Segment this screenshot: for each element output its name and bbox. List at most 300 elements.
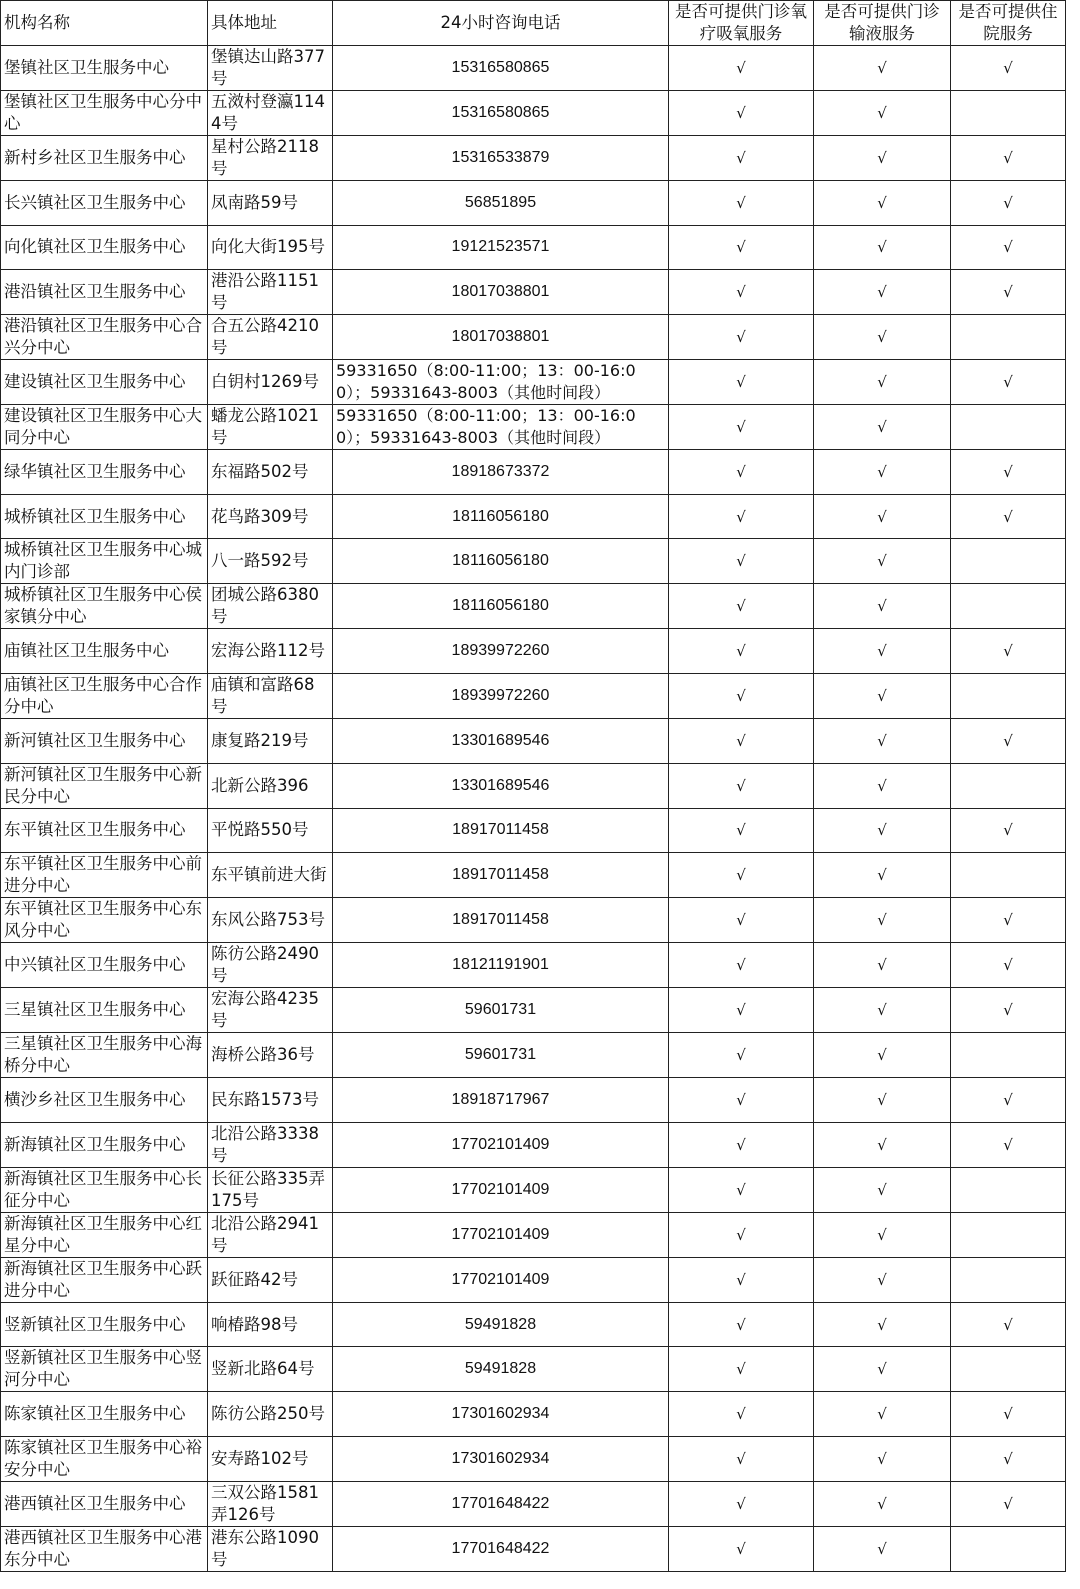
check-mark-icon: √ xyxy=(736,1001,746,1020)
institution-address: 蟠龙公路1021号 xyxy=(208,405,333,450)
table-row xyxy=(1,360,1066,405)
oxygen-service-cell xyxy=(669,225,814,270)
institution-address: 海桥公路36号 xyxy=(208,1033,333,1078)
table-row xyxy=(1,315,1066,360)
institution-address: 星村公路2118号 xyxy=(208,136,333,181)
check-mark-icon: √ xyxy=(736,552,746,571)
infusion-service-cell xyxy=(814,1436,951,1481)
table-row xyxy=(1,225,1066,270)
check-mark-icon: √ xyxy=(877,507,887,526)
consult-phone: 13301689546 xyxy=(333,763,669,808)
consult-phone: 18918717967 xyxy=(333,1078,669,1123)
inpatient-service-cell xyxy=(951,988,1066,1033)
table-row xyxy=(1,91,1066,136)
check-mark-icon: √ xyxy=(736,1360,746,1379)
oxygen-service-cell xyxy=(669,1033,814,1078)
infusion-service-cell xyxy=(814,898,951,943)
check-mark-icon: √ xyxy=(736,1315,746,1334)
consult-phone: 17301602934 xyxy=(333,1392,669,1437)
oxygen-service-cell xyxy=(669,405,814,450)
check-mark-icon: √ xyxy=(736,238,746,257)
check-mark-icon: √ xyxy=(1003,642,1013,661)
institution-address: 北沿公路3338号 xyxy=(208,1122,333,1167)
check-mark-icon: √ xyxy=(877,956,887,975)
check-mark-icon: √ xyxy=(736,911,746,930)
consult-phone: 17702101409 xyxy=(333,1167,669,1212)
check-mark-icon: √ xyxy=(736,1046,746,1065)
check-mark-icon: √ xyxy=(736,1270,746,1289)
oxygen-service-cell xyxy=(669,808,814,853)
infusion-service-cell xyxy=(814,718,951,763)
check-mark-icon: √ xyxy=(1003,59,1013,77)
institution-address: 三双公路1581弄126号 xyxy=(208,1481,333,1526)
consult-phone: 17702101409 xyxy=(333,1212,669,1257)
table-row xyxy=(1,405,1066,450)
check-mark-icon: √ xyxy=(736,59,746,77)
table-row xyxy=(1,1481,1066,1526)
infusion-service-cell xyxy=(814,1347,951,1392)
table-row xyxy=(1,673,1066,718)
consult-phone: 59331650（8:00-11:00；13：00-16:00）；59331643-8003（其他时间段） xyxy=(333,360,669,405)
check-mark-icon: √ xyxy=(877,1539,887,1558)
table-row xyxy=(1,943,1066,988)
institution-address: 竖新北路64号 xyxy=(208,1347,333,1392)
table-row xyxy=(1,1347,1066,1392)
institution-name: 陈家镇社区卫生服务中心裕安分中心 xyxy=(1,1436,208,1481)
institution-name: 竖新镇社区卫生服务中心 xyxy=(1,1302,208,1347)
consult-phone: 18017038801 xyxy=(333,270,669,315)
table-row xyxy=(1,763,1066,808)
check-mark-icon: √ xyxy=(1003,283,1013,302)
check-mark-icon: √ xyxy=(736,1405,746,1424)
check-mark-icon: √ xyxy=(877,821,887,840)
inpatient-service-cell xyxy=(951,943,1066,988)
consult-phone: 17702101409 xyxy=(333,1122,669,1167)
oxygen-service-cell xyxy=(669,1212,814,1257)
institution-name: 新海镇社区卫生服务中心红星分中心 xyxy=(1,1212,208,1257)
infusion-service-cell xyxy=(814,853,951,898)
infusion-service-cell xyxy=(814,1257,951,1302)
institution-address: 东福路502号 xyxy=(208,450,333,495)
infusion-service-cell xyxy=(814,763,951,808)
table-row xyxy=(1,1436,1066,1481)
institution-address: 港东公路1090号 xyxy=(208,1526,333,1571)
check-mark-icon: √ xyxy=(736,597,746,616)
header-phone: 24小时咨询电话 xyxy=(333,1,669,46)
inpatient-service-cell xyxy=(951,853,1066,898)
consult-phone: 59601731 xyxy=(333,988,669,1033)
check-mark-icon: √ xyxy=(1003,149,1013,167)
infusion-service-cell xyxy=(814,1302,951,1347)
inpatient-service-cell xyxy=(951,1302,1066,1347)
inpatient-service-cell xyxy=(951,1257,1066,1302)
check-mark-icon: √ xyxy=(1003,731,1013,750)
institution-address: 堡镇达山路377号 xyxy=(208,46,333,91)
institution-name: 新村乡社区卫生服务中心 xyxy=(1,136,208,181)
oxygen-service-cell xyxy=(669,1347,814,1392)
table-row xyxy=(1,1392,1066,1437)
table-row xyxy=(1,270,1066,315)
check-mark-icon: √ xyxy=(736,462,746,481)
check-mark-icon: √ xyxy=(877,1001,887,1020)
institution-address: 平悦路550号 xyxy=(208,808,333,853)
check-mark-icon: √ xyxy=(877,1405,887,1424)
institution-name: 庙镇社区卫生服务中心 xyxy=(1,629,208,674)
check-mark-icon: √ xyxy=(736,149,746,167)
check-mark-icon: √ xyxy=(1003,1405,1013,1424)
infusion-service-cell xyxy=(814,1167,951,1212)
infusion-service-cell xyxy=(814,539,951,584)
check-mark-icon: √ xyxy=(736,193,746,212)
check-mark-icon: √ xyxy=(1003,193,1013,212)
institution-name: 城桥镇社区卫生服务中心城内门诊部 xyxy=(1,539,208,584)
table-row xyxy=(1,494,1066,539)
institution-name: 港沿镇社区卫生服务中心合兴分中心 xyxy=(1,315,208,360)
table-row xyxy=(1,808,1066,853)
check-mark-icon: √ xyxy=(736,418,746,437)
check-mark-icon: √ xyxy=(1003,507,1013,526)
oxygen-service-cell xyxy=(669,1302,814,1347)
oxygen-service-cell xyxy=(669,270,814,315)
institution-name: 新海镇社区卫生服务中心 xyxy=(1,1122,208,1167)
institution-address: 合五公路4210号 xyxy=(208,315,333,360)
consult-phone: 18939972260 xyxy=(333,673,669,718)
check-mark-icon: √ xyxy=(877,149,887,167)
institution-address: 东风公路753号 xyxy=(208,898,333,943)
infusion-service-cell xyxy=(814,225,951,270)
inpatient-service-cell xyxy=(951,1167,1066,1212)
header-infusion: 是否可提供门诊输液服务 xyxy=(814,1,951,46)
oxygen-service-cell xyxy=(669,360,814,405)
oxygen-service-cell xyxy=(669,494,814,539)
infusion-service-cell xyxy=(814,494,951,539)
check-mark-icon: √ xyxy=(1003,1001,1013,1020)
infusion-service-cell xyxy=(814,1481,951,1526)
consult-phone: 15316533879 xyxy=(333,136,669,181)
header-row xyxy=(1,1,1066,46)
header-name: 机构名称 xyxy=(1,1,208,46)
institution-name: 建设镇社区卫生服务中心大同分中心 xyxy=(1,405,208,450)
table-row xyxy=(1,988,1066,1033)
check-mark-icon: √ xyxy=(736,1449,746,1468)
inpatient-service-cell xyxy=(951,46,1066,91)
check-mark-icon: √ xyxy=(736,686,746,705)
check-mark-icon: √ xyxy=(736,104,746,122)
institution-name: 港西镇社区卫生服务中心港东分中心 xyxy=(1,1526,208,1571)
institution-name: 绿华镇社区卫生服务中心 xyxy=(1,450,208,495)
inpatient-service-cell xyxy=(951,1347,1066,1392)
check-mark-icon: √ xyxy=(877,59,887,77)
table-row xyxy=(1,1302,1066,1347)
infusion-service-cell xyxy=(814,405,951,450)
infusion-service-cell xyxy=(814,136,951,181)
header-oxygen: 是否可提供门诊氧疗吸氧服务 xyxy=(669,1,814,46)
check-mark-icon: √ xyxy=(1003,821,1013,840)
infusion-service-cell xyxy=(814,360,951,405)
check-mark-icon: √ xyxy=(877,328,887,347)
consult-phone: 17301602934 xyxy=(333,1436,669,1481)
check-mark-icon: √ xyxy=(736,1135,746,1154)
table-row xyxy=(1,584,1066,629)
check-mark-icon: √ xyxy=(1003,1090,1013,1109)
institution-address: 庙镇和富路68号 xyxy=(208,673,333,718)
oxygen-service-cell xyxy=(669,629,814,674)
oxygen-service-cell xyxy=(669,1078,814,1123)
consult-phone: 19121523571 xyxy=(333,225,669,270)
table-row xyxy=(1,718,1066,763)
infusion-service-cell xyxy=(814,808,951,853)
inpatient-service-cell xyxy=(951,91,1066,136)
infusion-service-cell xyxy=(814,943,951,988)
oxygen-service-cell xyxy=(669,943,814,988)
check-mark-icon: √ xyxy=(1003,1315,1013,1334)
consult-phone: 18121191901 xyxy=(333,943,669,988)
inpatient-service-cell xyxy=(951,1212,1066,1257)
oxygen-service-cell xyxy=(669,1257,814,1302)
institution-address: 陈彷公路250号 xyxy=(208,1392,333,1437)
institution-address: 跃征路42号 xyxy=(208,1257,333,1302)
inpatient-service-cell xyxy=(951,1392,1066,1437)
inpatient-service-cell xyxy=(951,1436,1066,1481)
institution-address: 花鸟路309号 xyxy=(208,494,333,539)
check-mark-icon: √ xyxy=(877,1494,887,1513)
consult-phone: 15316580865 xyxy=(333,91,669,136)
infusion-service-cell xyxy=(814,1033,951,1078)
check-mark-icon: √ xyxy=(736,283,746,302)
oxygen-service-cell xyxy=(669,988,814,1033)
institution-address: 白钥村1269号 xyxy=(208,360,333,405)
table-row xyxy=(1,1167,1066,1212)
inpatient-service-cell xyxy=(951,1033,1066,1078)
check-mark-icon: √ xyxy=(877,1360,887,1379)
check-mark-icon: √ xyxy=(877,1225,887,1244)
institution-address: 安寿路102号 xyxy=(208,1436,333,1481)
oxygen-service-cell xyxy=(669,584,814,629)
oxygen-service-cell xyxy=(669,1122,814,1167)
table-row xyxy=(1,898,1066,943)
consult-phone: 18918673372 xyxy=(333,450,669,495)
inpatient-service-cell xyxy=(951,1122,1066,1167)
institution-name: 城桥镇社区卫生服务中心 xyxy=(1,494,208,539)
institution-name: 新海镇社区卫生服务中心跃进分中心 xyxy=(1,1257,208,1302)
inpatient-service-cell xyxy=(951,1078,1066,1123)
check-mark-icon: √ xyxy=(877,686,887,705)
check-mark-icon: √ xyxy=(736,731,746,750)
institution-name: 三星镇社区卫生服务中心海桥分中心 xyxy=(1,1033,208,1078)
inpatient-service-cell xyxy=(951,808,1066,853)
institution-name: 竖新镇社区卫生服务中心竖河分中心 xyxy=(1,1347,208,1392)
consult-phone: 17702101409 xyxy=(333,1257,669,1302)
inpatient-service-cell xyxy=(951,360,1066,405)
infusion-service-cell xyxy=(814,1078,951,1123)
oxygen-service-cell xyxy=(669,1481,814,1526)
check-mark-icon: √ xyxy=(1003,462,1013,481)
check-mark-icon: √ xyxy=(877,1449,887,1468)
check-mark-icon: √ xyxy=(877,462,887,481)
institution-address: 八一路592号 xyxy=(208,539,333,584)
institution-address: 东平镇前进大街 xyxy=(208,853,333,898)
consult-phone: 56851895 xyxy=(333,181,669,226)
oxygen-service-cell xyxy=(669,450,814,495)
check-mark-icon: √ xyxy=(736,507,746,526)
consult-phone: 59601731 xyxy=(333,1033,669,1078)
institution-address: 康复路219号 xyxy=(208,718,333,763)
infusion-service-cell xyxy=(814,1212,951,1257)
check-mark-icon: √ xyxy=(877,418,887,437)
consult-phone: 17701648422 xyxy=(333,1481,669,1526)
consult-phone: 59491828 xyxy=(333,1302,669,1347)
check-mark-icon: √ xyxy=(877,597,887,616)
institution-name: 三星镇社区卫生服务中心 xyxy=(1,988,208,1033)
consult-phone: 18917011458 xyxy=(333,808,669,853)
table-row xyxy=(1,136,1066,181)
check-mark-icon: √ xyxy=(736,1539,746,1558)
inpatient-service-cell xyxy=(951,1481,1066,1526)
table-row xyxy=(1,1078,1066,1123)
consult-phone: 18116056180 xyxy=(333,494,669,539)
table-row xyxy=(1,1526,1066,1571)
institution-address: 长征公路335弄175号 xyxy=(208,1167,333,1212)
institution-name: 中兴镇社区卫生服务中心 xyxy=(1,943,208,988)
institution-name: 堡镇社区卫生服务中心 xyxy=(1,46,208,91)
oxygen-service-cell xyxy=(669,136,814,181)
oxygen-service-cell xyxy=(669,763,814,808)
infusion-service-cell xyxy=(814,1392,951,1437)
institution-name: 新河镇社区卫生服务中心新民分中心 xyxy=(1,763,208,808)
inpatient-service-cell xyxy=(951,1526,1066,1571)
infusion-service-cell xyxy=(814,629,951,674)
check-mark-icon: √ xyxy=(877,552,887,571)
table-row xyxy=(1,1257,1066,1302)
oxygen-service-cell xyxy=(669,898,814,943)
infusion-service-cell xyxy=(814,1122,951,1167)
consult-phone: 18116056180 xyxy=(333,539,669,584)
check-mark-icon: √ xyxy=(877,193,887,212)
institution-address: 团城公路6380号 xyxy=(208,584,333,629)
institution-name: 横沙乡社区卫生服务中心 xyxy=(1,1078,208,1123)
check-mark-icon: √ xyxy=(1003,1494,1013,1513)
check-mark-icon: √ xyxy=(1003,911,1013,930)
check-mark-icon: √ xyxy=(877,104,887,122)
inpatient-service-cell xyxy=(951,584,1066,629)
oxygen-service-cell xyxy=(669,853,814,898)
inpatient-service-cell xyxy=(951,181,1066,226)
check-mark-icon: √ xyxy=(736,328,746,347)
infusion-service-cell xyxy=(814,450,951,495)
infusion-service-cell xyxy=(814,584,951,629)
oxygen-service-cell xyxy=(669,673,814,718)
consult-phone: 17701648422 xyxy=(333,1526,669,1571)
institution-address: 响椿路98号 xyxy=(208,1302,333,1347)
oxygen-service-cell xyxy=(669,718,814,763)
table-row xyxy=(1,1033,1066,1078)
inpatient-service-cell xyxy=(951,270,1066,315)
inpatient-service-cell xyxy=(951,405,1066,450)
infusion-service-cell xyxy=(814,91,951,136)
institution-address: 宏海公路112号 xyxy=(208,629,333,674)
oxygen-service-cell xyxy=(669,1392,814,1437)
table-row xyxy=(1,46,1066,91)
oxygen-service-cell xyxy=(669,1436,814,1481)
institution-name: 东平镇社区卫生服务中心前进分中心 xyxy=(1,853,208,898)
institution-name: 向化镇社区卫生服务中心 xyxy=(1,225,208,270)
check-mark-icon: √ xyxy=(877,1090,887,1109)
consult-phone: 13301689546 xyxy=(333,718,669,763)
consult-phone: 18939972260 xyxy=(333,629,669,674)
check-mark-icon: √ xyxy=(877,1180,887,1199)
check-mark-icon: √ xyxy=(877,731,887,750)
infusion-service-cell xyxy=(814,988,951,1033)
consult-phone: 18017038801 xyxy=(333,315,669,360)
check-mark-icon: √ xyxy=(877,1270,887,1289)
check-mark-icon: √ xyxy=(877,642,887,661)
check-mark-icon: √ xyxy=(877,866,887,885)
institution-address: 宏海公路4235号 xyxy=(208,988,333,1033)
check-mark-icon: √ xyxy=(877,1135,887,1154)
check-mark-icon: √ xyxy=(877,1315,887,1334)
oxygen-service-cell xyxy=(669,91,814,136)
oxygen-service-cell xyxy=(669,1167,814,1212)
institution-name: 建设镇社区卫生服务中心 xyxy=(1,360,208,405)
consult-phone: 59331650（8:00-11:00；13：00-16:00）；59331643-8003（其他时间段） xyxy=(333,405,669,450)
institution-address: 陈彷公路2490号 xyxy=(208,943,333,988)
table-row xyxy=(1,1212,1066,1257)
check-mark-icon: √ xyxy=(877,238,887,257)
table-row xyxy=(1,181,1066,226)
check-mark-icon: √ xyxy=(877,911,887,930)
oxygen-service-cell xyxy=(669,1526,814,1571)
infusion-service-cell xyxy=(814,270,951,315)
check-mark-icon: √ xyxy=(736,956,746,975)
consult-phone: 59491828 xyxy=(333,1347,669,1392)
inpatient-service-cell xyxy=(951,494,1066,539)
table-row xyxy=(1,539,1066,584)
check-mark-icon: √ xyxy=(736,373,746,392)
institution-address: 民东路1573号 xyxy=(208,1078,333,1123)
institution-name: 长兴镇社区卫生服务中心 xyxy=(1,181,208,226)
institution-address: 向化大街195号 xyxy=(208,225,333,270)
check-mark-icon: √ xyxy=(736,866,746,885)
inpatient-service-cell xyxy=(951,629,1066,674)
institution-name: 城桥镇社区卫生服务中心侯家镇分中心 xyxy=(1,584,208,629)
check-mark-icon: √ xyxy=(1003,956,1013,975)
oxygen-service-cell xyxy=(669,315,814,360)
header-inpatient: 是否可提供住院服务 xyxy=(951,1,1066,46)
institution-name: 东平镇社区卫生服务中心东风分中心 xyxy=(1,898,208,943)
infusion-service-cell xyxy=(814,1526,951,1571)
inpatient-service-cell xyxy=(951,450,1066,495)
consult-phone: 15316580865 xyxy=(333,46,669,91)
check-mark-icon: √ xyxy=(736,1090,746,1109)
inpatient-service-cell xyxy=(951,539,1066,584)
infusion-service-cell xyxy=(814,46,951,91)
check-mark-icon: √ xyxy=(736,1180,746,1199)
inpatient-service-cell xyxy=(951,315,1066,360)
check-mark-icon: √ xyxy=(1003,1135,1013,1154)
inpatient-service-cell xyxy=(951,763,1066,808)
check-mark-icon: √ xyxy=(1003,238,1013,257)
infusion-service-cell xyxy=(814,673,951,718)
table-row xyxy=(1,1122,1066,1167)
table-row xyxy=(1,450,1066,495)
institution-name: 新海镇社区卫生服务中心长征分中心 xyxy=(1,1167,208,1212)
institution-name: 新河镇社区卫生服务中心 xyxy=(1,718,208,763)
table-row xyxy=(1,853,1066,898)
check-mark-icon: √ xyxy=(736,1494,746,1513)
inpatient-service-cell xyxy=(951,898,1066,943)
check-mark-icon: √ xyxy=(736,776,746,795)
check-mark-icon: √ xyxy=(877,1046,887,1065)
